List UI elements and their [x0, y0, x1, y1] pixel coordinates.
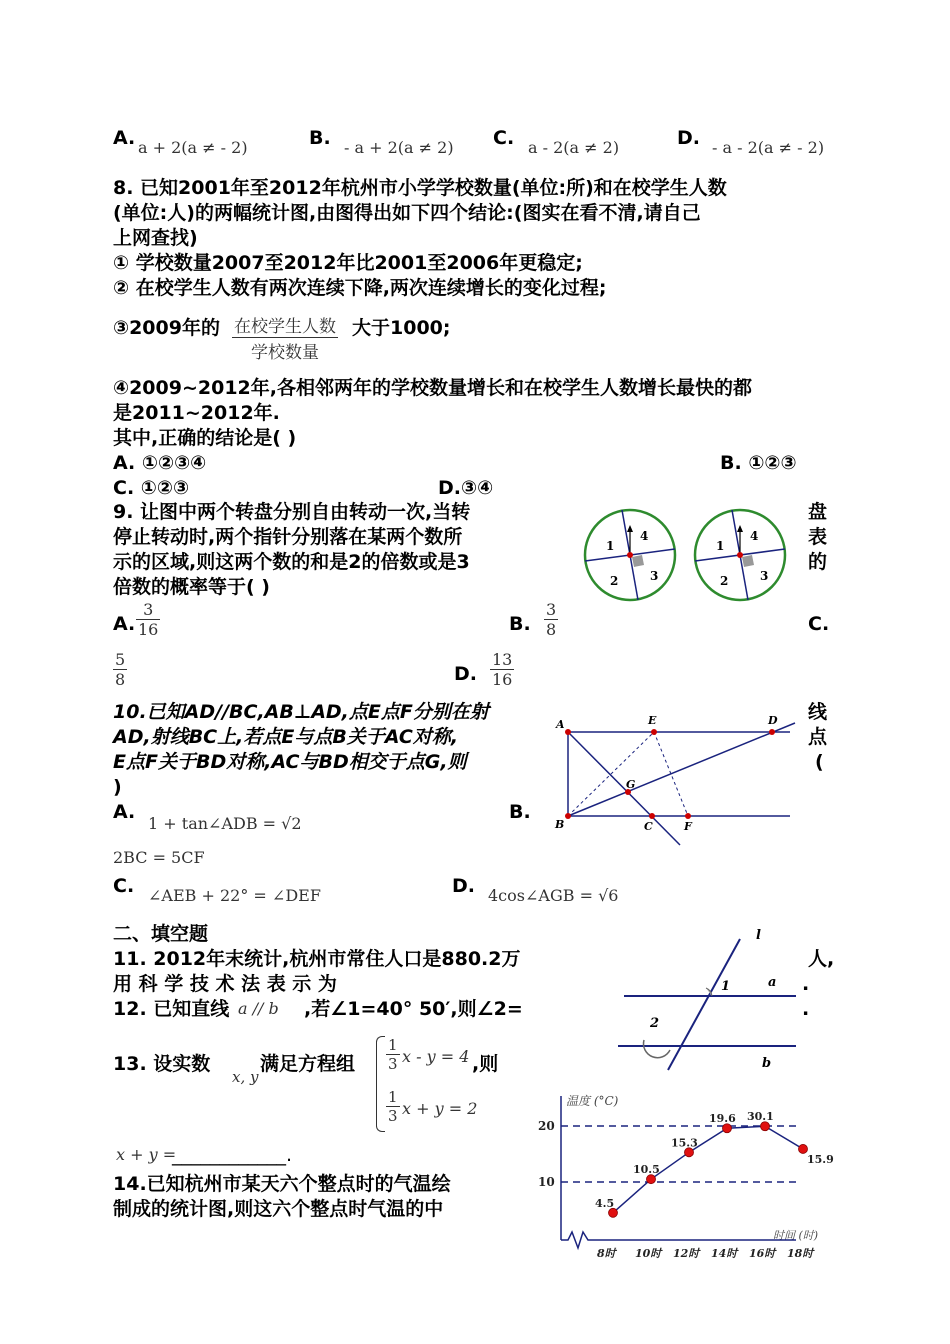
temperature-line-chart: [528, 1086, 834, 1264]
q12-parallel-lines-figure: [610, 925, 810, 1075]
spinner-left: [585, 510, 675, 600]
q9-line3: 示的区域,则这两个数的和是2的倍数或是3: [113, 551, 470, 573]
q9-option-d-label: D.: [454, 663, 477, 685]
q8-option-a: A. ①②③④: [113, 452, 207, 474]
q9-spinners-figure: [580, 505, 800, 605]
q13-system-brace: [376, 1036, 385, 1132]
q9-option-a-label: A.: [113, 613, 136, 635]
chart-y-axis-label: 温度 (°C): [566, 1094, 619, 1108]
q12-expr: a // b: [238, 999, 279, 1018]
q10-option-c-label: C.: [113, 875, 135, 897]
q9-right-3: 的: [808, 551, 828, 573]
fraction-numerator: 1: [388, 1036, 398, 1054]
line-label-l: l: [756, 928, 761, 943]
fraction-denominator: 学校数量: [251, 343, 319, 363]
spinner-right-number-4: 4: [750, 529, 759, 543]
spinner-right-number-2: 2: [720, 574, 729, 588]
q10-option-c-expr: ∠AEB + 22° = ∠DEF: [148, 886, 321, 905]
q10-right-2: 点: [808, 726, 828, 748]
q8-statement-4-line1: ④2009~2012年,各相邻两年的学校数量增长和在校学生人数增长最快的都: [113, 377, 752, 399]
q8-statement-2: ② 在校学生人数有两次连续下降,两次连续增长的变化过程;: [113, 277, 607, 299]
q14-line1: 14.已知杭州市某天六个整点时的气温绘: [113, 1173, 451, 1195]
chart-data-label: 10.5: [633, 1163, 660, 1177]
q13-eq1-fraction: [386, 1036, 400, 1073]
q10-option-a-expr: 1 + tan∠ADB = √2: [148, 814, 302, 833]
q9-option-d-fraction: [490, 650, 514, 689]
q8-statement-3-post: 大于1000;: [352, 317, 451, 339]
q10-right-1: 线: [808, 701, 828, 723]
q10-option-a-label: A.: [113, 801, 136, 823]
q11-line1-right: 人,: [808, 948, 835, 970]
chart-data-label: 4.5: [595, 1196, 615, 1210]
fraction-denominator: 8: [546, 620, 557, 639]
q7-option-c-label: C.: [493, 127, 515, 149]
spinner-left-number-2: 2: [610, 574, 619, 588]
q9-option-c-fraction: [113, 650, 127, 689]
q8-question: 其中,正确的结论是( ): [113, 427, 297, 449]
chart-data-label: 30.1: [747, 1110, 774, 1124]
q8-statement-1: ① 学校数量2007至2012年比2001至2006年更稳定;: [113, 252, 583, 274]
q7-option-a-expr: a + 2(a ≠ - 2): [138, 138, 248, 157]
q12-right: .: [802, 998, 810, 1020]
fraction-denominator: 16: [492, 670, 513, 689]
q10-option-b-expr: 2BC = 5CF: [113, 848, 205, 867]
q8-line3: 上网查找): [113, 227, 198, 249]
line-label-a: a: [768, 975, 777, 990]
q8-option-c: C. ①②③: [113, 477, 190, 499]
q12-post: ,若∠1=40° 50′,则∠2=: [304, 998, 523, 1020]
spinner-right-number-1: 1: [716, 539, 725, 553]
q13-mid: 满足方程组: [260, 1053, 356, 1075]
q7-option-c-expr: a - 2(a ≠ 2): [528, 138, 620, 157]
section-title: 二、填空题: [113, 923, 209, 945]
q9-line1: 9. 让图中两个转盘分别自由转动一次,当转: [113, 501, 471, 523]
chart-x-axis-label: 时间 (时): [773, 1229, 819, 1242]
q8-statement-4-line2: 是2011~2012年.: [113, 402, 280, 424]
point-label-f: F: [684, 820, 692, 833]
q8-statement-3-fraction: [232, 312, 338, 363]
q7-option-d-label: D.: [677, 127, 700, 149]
chart-data-label: 15.9: [807, 1152, 834, 1166]
chart-x-tick-label: 14时: [711, 1247, 738, 1260]
chart-x-tick-label: 10时: [635, 1247, 662, 1260]
q9-line4: 倍数的概率等于( ): [113, 576, 270, 598]
chart-x-axis: [561, 1232, 796, 1248]
fraction-numerator: 3: [136, 600, 160, 620]
q10-line2: AD,射线BC上,若点E与点B关于AC对称,: [113, 726, 459, 748]
chart-x-tick-label: 12时: [673, 1247, 700, 1260]
spinner-left-number-4: 4: [640, 529, 649, 543]
q9-option-b-label: B.: [509, 613, 531, 635]
q13-pre: 13. 设实数: [113, 1053, 211, 1075]
q13-vars: x, y: [232, 1068, 259, 1086]
point-label-c: C: [644, 820, 653, 833]
spinner-left-number-1: 1: [606, 539, 615, 553]
q9-right-1: 盘: [808, 501, 828, 523]
fraction-numerator: 3: [546, 600, 557, 619]
q9-option-b-fraction: [544, 600, 558, 639]
q10-line3: E点F关于BD对称,AC与BD相交于点G,则: [113, 751, 467, 773]
point-label-d: D: [768, 714, 778, 727]
q10-right-3: (: [815, 751, 824, 773]
q10-option-b-label: B.: [509, 801, 531, 823]
spinner-left-number-3: 3: [650, 569, 659, 583]
point-label-b: B: [555, 818, 565, 831]
q9-line2: 停止转动时,两个指针分别落在某两个数所: [113, 526, 463, 548]
q10-geometry-figure: [550, 710, 800, 850]
q10-option-d-label: D.: [452, 875, 475, 897]
q11-line2-right: .: [802, 973, 810, 995]
q8-line1: 8. 已知2001年至2012年杭州市小学学校数量(单位:所)和在校学生人数: [113, 177, 727, 199]
q7-option-a-label: A.: [113, 127, 136, 149]
chart-y-tick-label: 20: [538, 1119, 555, 1133]
spinner-right-number-3: 3: [760, 569, 769, 583]
fraction-numerator: 5: [115, 650, 126, 669]
fraction-denominator: 3: [388, 1107, 398, 1125]
q13-answer-lhs: x + y =: [116, 1145, 177, 1164]
q13-eq2-rest: x + y = 2: [402, 1099, 478, 1118]
q12-pre: 12. 已知直线: [113, 998, 230, 1020]
q11-line1: 11. 2012年末统计,杭州市常住人口是880.2万: [113, 948, 521, 970]
point-label-g: G: [626, 778, 636, 791]
chart-x-tick-label: 16时: [749, 1247, 776, 1260]
q13-eq2-fraction: [386, 1088, 400, 1125]
point-label-a: A: [556, 718, 565, 731]
chart-x-tick-label: 8时: [597, 1247, 616, 1260]
chart-data-label: 15.3: [671, 1136, 698, 1150]
q8-line2: (单位:人)的两幅统计图,由图得出如下四个结论:(图实在看不清,请自己: [113, 202, 701, 224]
chart-x-tick-label: 18时: [787, 1247, 814, 1260]
q14-line2: 制成的统计图,则这六个整点时气温的中: [113, 1198, 444, 1220]
q11-line2: 用 科 学 技 术 法 表 示 为: [113, 973, 337, 995]
q7-option-b-label: B.: [309, 127, 331, 149]
q13-eq1-rest: x - y = 4: [402, 1047, 470, 1066]
fraction-denominator: 8: [115, 670, 126, 689]
q7-option-b-expr: - a + 2(a ≠ 2): [344, 138, 454, 157]
spinner-right: [695, 510, 785, 600]
q10-line1: 10.已知AD//BC,AB⊥AD,点E点F分别在射: [113, 701, 489, 723]
q7-option-d-expr: - a - 2(a ≠ - 2): [712, 138, 825, 157]
line-label-b: b: [762, 1056, 772, 1071]
chart-y-tick-label: 10: [538, 1175, 555, 1189]
q9-option-c-label: C.: [808, 613, 830, 635]
q8-statement-3-pre: ③2009年的: [113, 317, 220, 339]
angle-label-2: 2: [650, 1016, 660, 1031]
fraction-denominator: 3: [388, 1055, 398, 1073]
fraction-numerator: 13: [492, 650, 513, 669]
point-label-e: E: [648, 714, 657, 727]
chart-data-label: 19.6: [709, 1112, 736, 1126]
fraction-numerator: 在校学生人数: [232, 312, 338, 338]
q9-right-2: 表: [808, 526, 828, 548]
q8-option-b: B. ①②③: [720, 452, 797, 474]
angle-label-1: 1: [721, 979, 731, 994]
q13-post: ,则: [472, 1053, 499, 1075]
q10-option-d-expr: 4cos∠AGB = √6: [488, 886, 619, 905]
q13-answer-blank: ____________.: [172, 1144, 293, 1166]
q10-line4: ): [113, 776, 122, 798]
q8-option-d: D.③④: [438, 477, 494, 499]
fraction-numerator: 1: [388, 1088, 398, 1106]
fraction-denominator: 16: [138, 620, 159, 639]
q9-option-a-fraction: [136, 600, 160, 639]
